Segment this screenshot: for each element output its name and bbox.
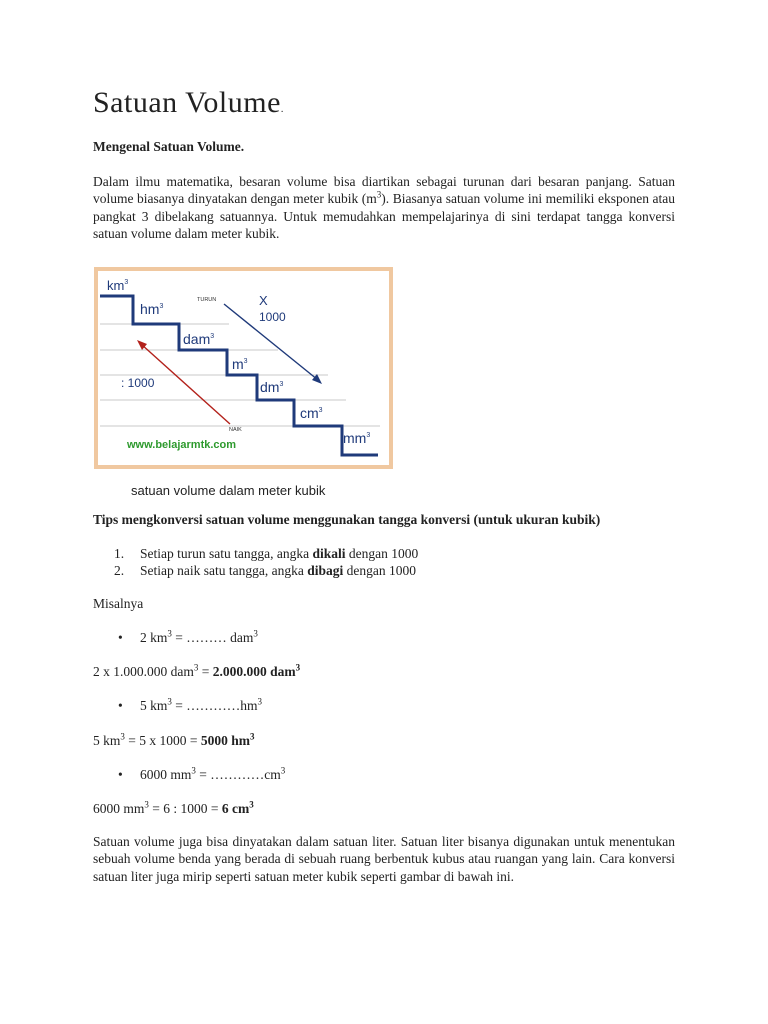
bullet-icon: • [118,698,123,713]
sup: 3 [250,731,255,742]
example-answer-1 [93,664,300,680]
down-value-label: 1000 [259,310,286,324]
sup: 3 [193,662,199,673]
down-small-label: TURUN [197,297,217,303]
step-text: Setiap turun satu tangga, angka [140,546,313,561]
sup: 3 [280,765,286,776]
sup: 3 [144,799,149,810]
a-bold [222,801,254,816]
q-part: = …………hm [171,698,258,713]
unit-label-m: $m^3$ [232,356,248,372]
tips-list-item [93,545,418,562]
list-number: 2. [114,563,125,578]
unit-label-mm: $mm^3$ [343,430,371,446]
title-text: Satuan Volume [93,86,281,119]
a-part: 6000 mm [93,801,145,816]
a-part: 5 km [93,733,121,748]
down-operator-label: X [259,293,268,308]
closing-paragraph: Satuan volume juga bisa dinyatakan dalam satuan liter. Satuan liter bisanya digunakan untuk menentukan sebuah volume benda yang berada di sebuah ruang berbentuk kubus atau ruangan yang lain. Cara konversi satuan liter juga mirip seperti satuan meter kubik seperti gambar di bawah ini. [93,834,675,884]
example-question-2 [93,698,262,714]
q-part: = …………cm [195,767,281,782]
page-title [93,86,284,120]
step-text: Setiap naik satu tangga, angka [140,563,308,578]
sup: 3 [191,765,196,776]
step-text-end: dengan 1000 [345,546,419,561]
bullet-icon: • [118,630,123,645]
a-bold-text: 6 cm [221,801,250,816]
tips-list-item [93,562,418,579]
unit-label-dm: $dm^3$ [260,379,284,395]
a-part: 2 x 1.000.000 dam [93,664,194,679]
unit-label-hm: $hm^3$ [140,301,164,317]
unit-label-km: $km^3$ [107,278,129,293]
step-bold: dibagi [307,563,344,578]
example-answer-3 [93,801,254,817]
step-bold: dikali [312,546,346,561]
up-small-label: NAIK [229,427,242,433]
a-part: = 6 : 1000 = [148,801,222,816]
a-bold [213,664,300,679]
figure-caption: satuan volume dalam meter kubik [131,483,326,498]
sup: 3 [167,696,172,707]
a-part: = [198,664,213,679]
bullet-icon: • [118,767,123,782]
q-part: 6000 mm [140,767,192,782]
sup: 3 [120,731,125,742]
conversion-staircase-figure [93,266,395,506]
q-part: 2 km [140,630,168,645]
sup: 3 [257,696,263,707]
a-bold [201,733,255,748]
intro-part1: Dalam ilmu matematika, besaran volume bisa diartikan sebagai turunan dari besaran panjang. Satuan volume biasanya dinyatakan dengan meter kubik (m [93,174,675,207]
intro-paragraph [93,173,675,243]
sup: 3 [253,628,258,639]
example-question-1 [93,630,258,646]
example-label: Misalnya [93,596,144,611]
list-number: 1. [114,546,125,561]
q-part: 5 km [140,698,168,713]
example-question-3 [93,767,285,783]
tips-list [93,545,418,579]
title-dot: . [280,104,284,115]
sup: 3 [295,662,301,673]
intro-part2: ). Biasanya satuan volume ini memiliki eksponen atau pangkat 3 dibelakang satuannya. Untuk memudahkan mempelajarinya di sini terdapat tangga konversi satuan volume dalam meter kubik. [93,191,676,242]
intro-sup: 3 [376,189,382,200]
sup: 3 [167,628,172,639]
sup: 3 [249,799,254,810]
example-answer-2 [93,733,255,749]
a-bold-text: 2.000.000 dam [212,664,296,679]
unit-label-cm: $cm^3$ [300,405,323,421]
unit-label-dam: dam$^3$ [183,331,215,347]
q-part: = ……… dam [171,630,254,645]
step-text-end: dengan 1000 [343,563,416,578]
figure-website-label: www.belajarmtk.com [127,439,237,451]
up-value-label: : 1000 [121,376,155,390]
tips-heading: Tips mengkonversi satuan volume menggunakan tangga konversi (untuk ukuran kubik) [93,512,601,527]
a-part: = 5 x 1000 = [124,733,201,748]
a-bold-text: 5000 hm [200,733,251,748]
subheading: Mengenal Satuan Volume. [93,139,245,154]
